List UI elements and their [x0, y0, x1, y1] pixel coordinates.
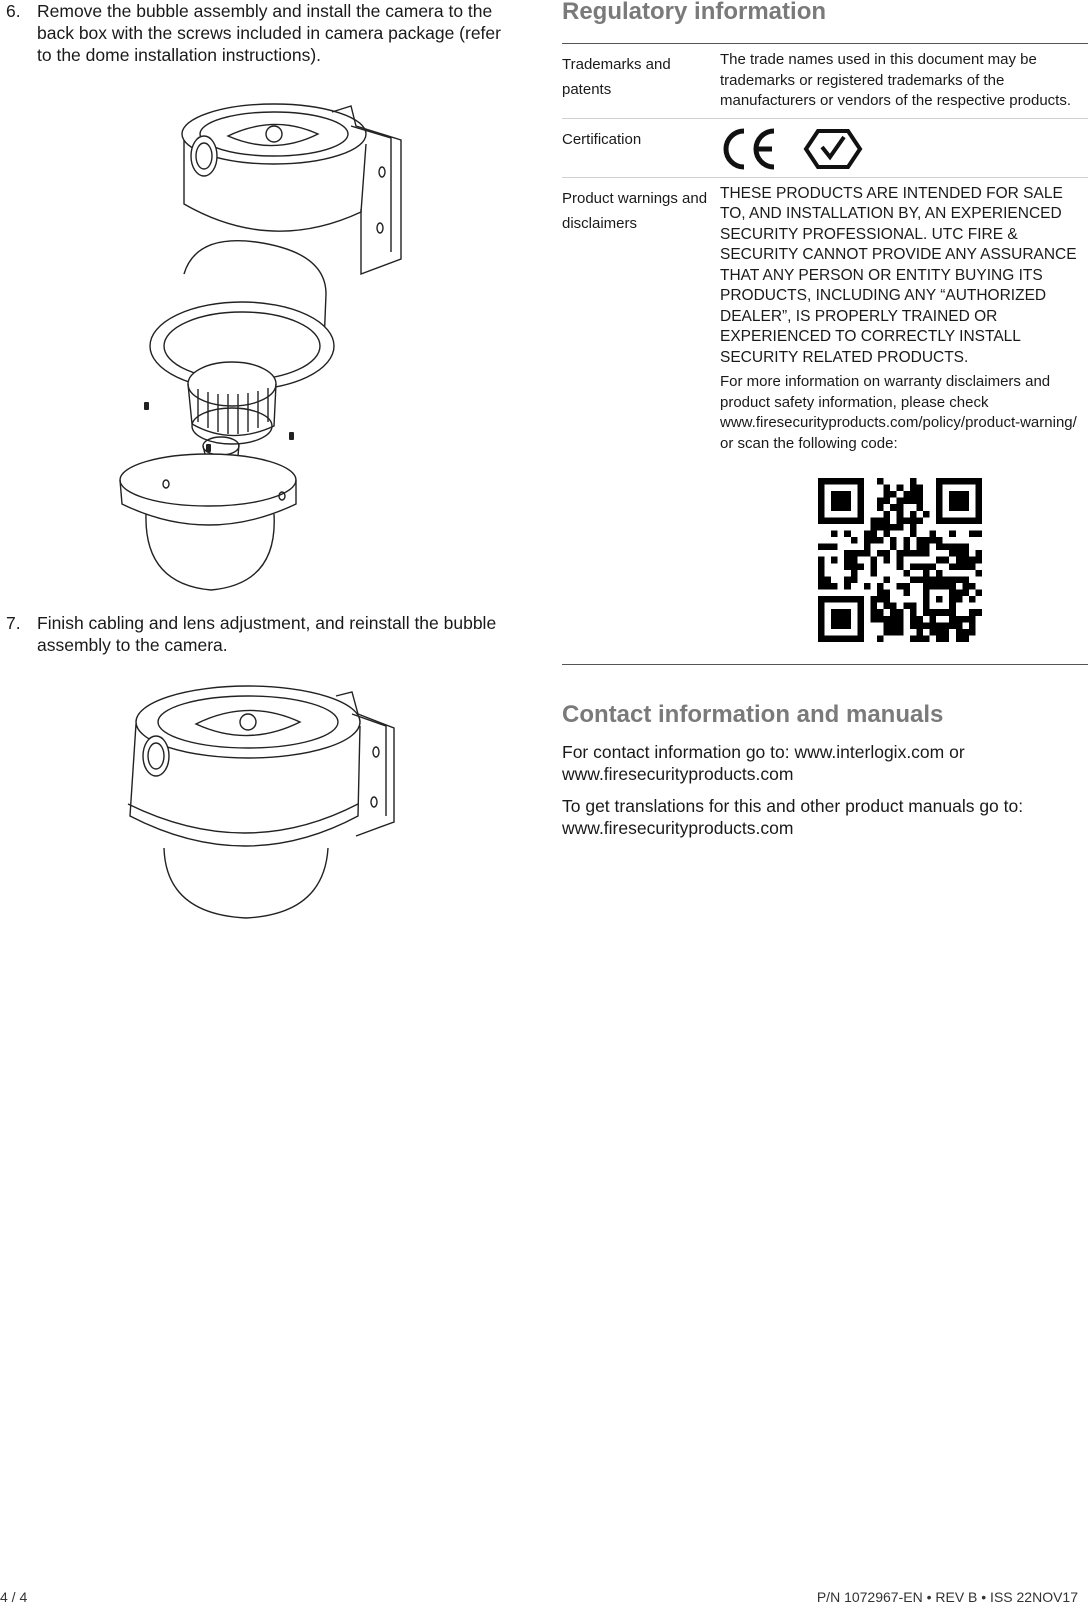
camera-exploded-figure: [6, 84, 516, 596]
row-label: Certification: [562, 118, 720, 177]
contact-section: [562, 701, 1088, 839]
camera-module-drawing: [150, 241, 334, 462]
warning-caps-text: THESE PRODUCTS ARE INTENDED FOR SALE TO, AND INSTALLATION BY, AN EXPERIENCED SECURITY PROFESSIONAL. UTC FIRE & SECURITY CANNOT PROVIDE ANY ASSURANCE THAT ANY PERSON OR ENTITY BUYING ITS PRODUCTS, INCLUDING ANY “AUTHORIZED DEALER”, IS PROPERLY TRAINED OR EXPERIENCED TO CORRECTLY INSTALL SECURITY RELATED PRODUCTS.: [720, 184, 1077, 366]
part-number: P/N 1072967-EN • REV B • ISS 22NOV17: [816, 1589, 1078, 1605]
rcm-mark-icon: [802, 127, 864, 171]
step-text: Remove the bubble assembly and install the camera to the back box with the screws included in camera package (refer to the dome installation instructions).: [37, 1, 501, 65]
qr-code-icon: [818, 478, 982, 642]
step-number: 7.: [6, 613, 21, 633]
step-text: Finish cabling and lens adjustment, and reinstall the bubble assembly to the camera.: [37, 613, 497, 655]
table-row: [562, 177, 1088, 665]
camera-installed-figure: [6, 676, 516, 926]
regulatory-title: Regulatory information: [562, 0, 827, 25]
installation-steps: [6, 0, 516, 926]
contact-line: For contact information go to: www.interlogix.com or www.firesecurityproducts.com: [562, 742, 965, 784]
warranty-text: For more information on warranty disclaimers and product safety information, please check www.firesecurityproducts.com/policy/product-warning/ or scan the following code:: [720, 373, 1077, 452]
table-row: [562, 118, 1088, 177]
regulatory-table: [562, 43, 1088, 665]
step-number: 6.: [6, 1, 21, 21]
contact-title: Contact information and manuals: [562, 701, 944, 728]
row-label: Product warnings and disclaimers: [562, 177, 720, 665]
row-label: Trademarks and patents: [562, 44, 720, 119]
dome-bubble-drawing: [120, 454, 296, 590]
page-number: 4 / 4: [0, 1589, 28, 1605]
ce-mark-icon: [720, 127, 778, 171]
step-7: [6, 612, 516, 656]
warnings-cell: [720, 177, 1088, 665]
certification-marks: [720, 118, 1088, 177]
back-box-drawing: [182, 104, 401, 274]
manuals-line: To get translations for this and other product manuals go to: www.firesecurityproducts.com: [562, 796, 1024, 838]
regulatory-column: [562, 0, 1088, 849]
row-text: The trade names used in this document may be trademarks or registered trademarks of the manufacturers or vendors of the respective products.: [720, 44, 1088, 119]
step-6: [6, 0, 516, 66]
table-row: [562, 44, 1088, 119]
